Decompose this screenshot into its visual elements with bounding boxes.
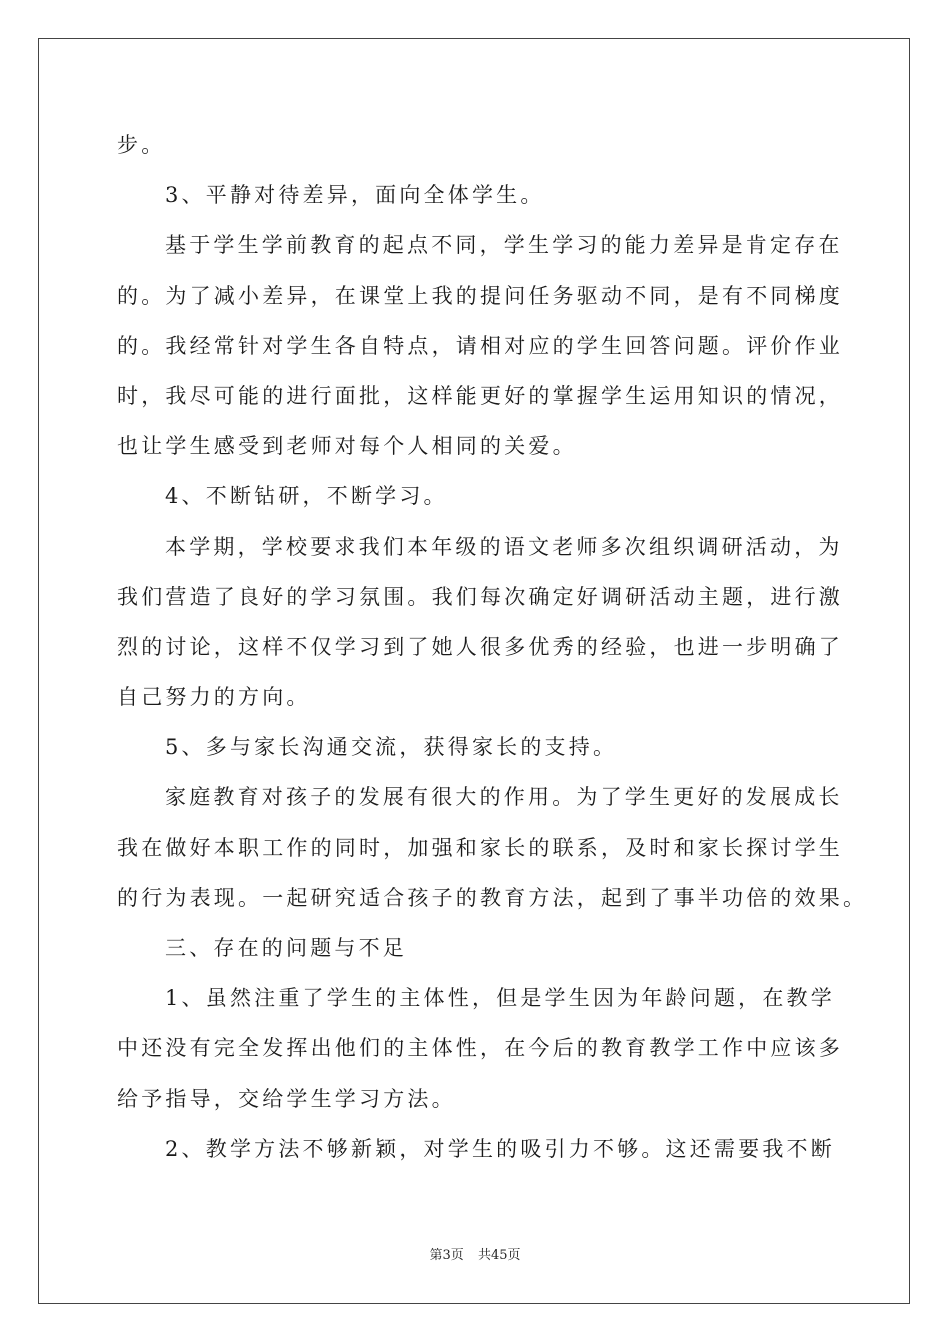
text-line: 给予指导，交给学生学习方法。 <box>117 1086 456 1111</box>
page-total: 共45页 <box>477 1248 521 1263</box>
document-body <box>117 120 868 1174</box>
text-line: 的行为表现。一起研究适合孩子的教育方法，起到了事半功倍的效果。 <box>117 885 868 910</box>
text-line: 三、存在的问题与不足 <box>165 936 407 960</box>
text-line: 5、多与家长沟通交流，获得家长的支持。 <box>165 735 618 760</box>
text-line: 步。 <box>117 133 166 157</box>
text-line: 自己努力的方向。 <box>117 685 311 710</box>
text-line: 烈的讨论，这样不仅学习到了她人很多优秀的经验，也进一步明确了 <box>117 634 843 659</box>
text-line: 中还没有完全发挥出他们的主体性，在今后的教育教学工作中应该多 <box>117 1036 843 1061</box>
text-line: 1、虽然注重了学生的主体性，但是学生因为年龄问题，在教学 <box>165 986 835 1011</box>
page-footer <box>0 1244 950 1263</box>
text-line: 4、不断钻研，不断学习。 <box>165 484 448 509</box>
text-line: 3、平静对待差异，面向全体学生。 <box>165 183 545 208</box>
text-line: 的。为了减小差异，在课堂上我的提问任务驱动不同，是有不同梯度 <box>117 283 843 308</box>
text-line: 也让学生感受到老师对每个人相同的关爱。 <box>117 434 577 459</box>
page-number: 第3页 <box>429 1248 464 1263</box>
text-line: 的。我经常针对学生各自特点，请相对应的学生回答问题。评价作业 <box>117 333 843 358</box>
text-line: 基于学生学前教育的起点不同，学生学习的能力差异是肯定存在 <box>165 233 843 258</box>
text-line: 家庭教育对孩子的发展有很大的作用。为了学生更好的发展成长 <box>165 785 843 810</box>
text-line: 我们营造了良好的学习氛围。我们每次确定好调研活动主题，进行激 <box>117 584 843 609</box>
text-line: 本学期，学校要求我们本年级的语文老师多次组织调研活动，为 <box>165 534 843 559</box>
text-line: 时，我尽可能的进行面批，这样能更好的掌握学生运用知识的情况， <box>117 383 843 408</box>
text-line: 2、教学方法不够新颖，对学生的吸引力不够。这还需要我不断 <box>165 1136 835 1161</box>
text-line: 我在做好本职工作的同时，加强和家长的联系，及时和家长探讨学生 <box>117 835 843 860</box>
